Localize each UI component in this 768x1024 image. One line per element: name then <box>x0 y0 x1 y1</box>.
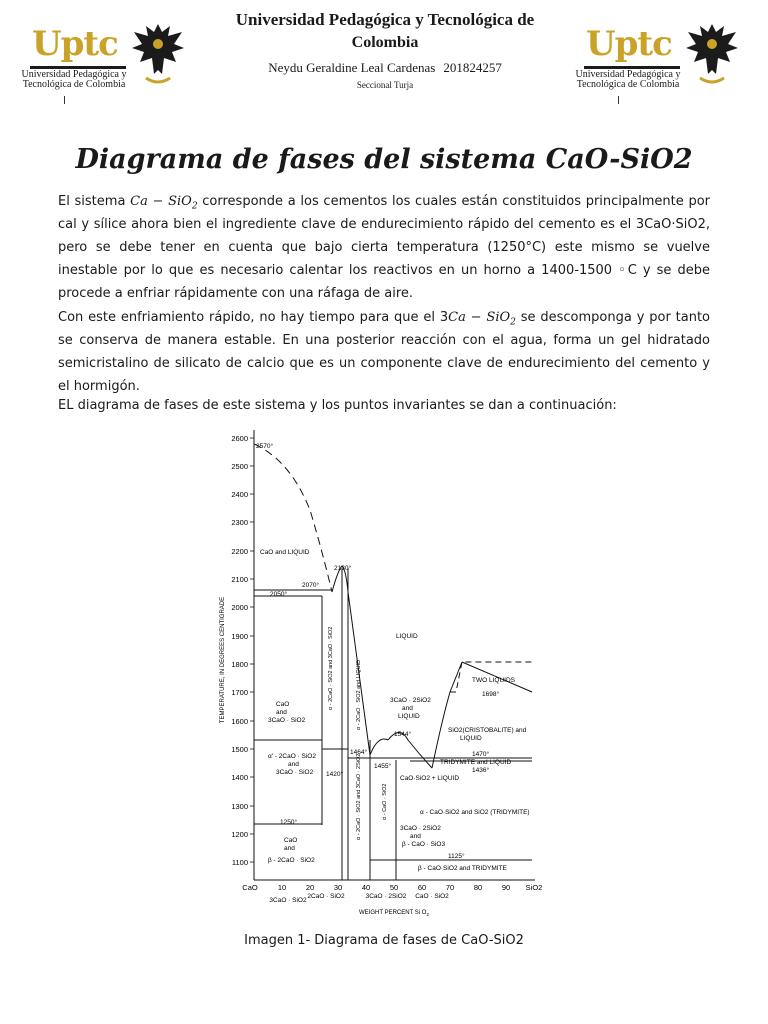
svg-text:1464°: 1464° <box>350 749 368 756</box>
svg-text:3CaO · 2SiO2: 3CaO · 2SiO2 <box>400 825 441 832</box>
svg-text:CaO · SiO2: CaO · SiO2 <box>415 893 449 900</box>
svg-text:30: 30 <box>333 883 343 892</box>
svg-text:60: 60 <box>417 883 427 892</box>
svg-text:20: 20 <box>305 883 315 892</box>
svg-text:2130°: 2130° <box>334 565 352 572</box>
document-title: Diagrama de fases del sistema CaO-SiO2 <box>75 144 693 175</box>
svg-text:1600: 1600 <box>231 717 248 726</box>
svg-text:and: and <box>402 705 413 712</box>
svg-text:and: and <box>410 833 421 840</box>
svg-text:3CaO · 2SiO2: 3CaO · 2SiO2 <box>390 697 431 704</box>
svg-text:CaO: CaO <box>242 883 258 892</box>
svg-text:2000: 2000 <box>231 603 248 612</box>
svg-text:CaO: CaO <box>284 837 298 844</box>
svg-text:1470°: 1470° <box>472 751 490 758</box>
y-axis-label: TEMPERATURE, IN DEGREES CENTIGRADE <box>220 596 226 724</box>
uptc-logo-left <box>18 18 188 98</box>
svg-text:2500: 2500 <box>231 462 248 471</box>
svg-text:1544°: 1544° <box>394 731 412 738</box>
svg-text:1125°: 1125° <box>448 853 465 860</box>
page-header <box>0 0 768 110</box>
svg-text:and: and <box>276 709 287 716</box>
svg-text:α - 2CaO · SiO2 and 3CaO · SiO: α - 2CaO · SiO2 and 3CaO · SiO2 <box>328 626 334 710</box>
svg-text:1800: 1800 <box>231 660 248 669</box>
svg-text:1200: 1200 <box>231 830 248 839</box>
svg-text:2070°: 2070° <box>302 582 320 589</box>
svg-text:LIQUID: LIQUID <box>396 633 418 640</box>
svg-text:3CaO · SiO2: 3CaO · SiO2 <box>269 897 307 904</box>
svg-text:1455°: 1455° <box>374 763 392 770</box>
svg-text:3CaO · SiO2: 3CaO · SiO2 <box>268 717 306 724</box>
svg-text:SiO2: SiO2 <box>525 883 543 892</box>
x-axis-label: WEIGHT PERCENT Si $O_2$ <box>359 910 429 917</box>
svg-text:2570°: 2570° <box>256 443 274 450</box>
svg-text:1300: 1300 <box>231 802 248 811</box>
svg-text:2600: 2600 <box>231 434 248 443</box>
branch: Seccional Turja <box>356 80 414 90</box>
svg-text:2300: 2300 <box>231 518 248 527</box>
svg-text:1698°: 1698° <box>482 691 500 698</box>
svg-text:and: and <box>288 761 299 768</box>
uptc-logo-right: Uptc Universidad Pedagógica y Tecnológica de Colombia <box>572 18 742 98</box>
svg-text:3CaO · 2SiO2: 3CaO · 2SiO2 <box>365 893 407 900</box>
svg-text:40: 40 <box>361 883 371 892</box>
svg-text:TRIDYMITE and LIQUID: TRIDYMITE and LIQUID <box>440 759 512 766</box>
svg-text:2100: 2100 <box>231 575 248 584</box>
svg-text:50: 50 <box>389 883 399 892</box>
logo-caption: Universidad Pedagógica y Tecnológica de Colombia <box>21 69 127 90</box>
svg-text:CaO and LIQUID: CaO and LIQUID <box>260 549 310 556</box>
svg-text:CaO: CaO <box>276 701 290 708</box>
svg-text:1436°: 1436° <box>472 767 490 774</box>
svg-text:2050°: 2050° <box>270 591 288 598</box>
svg-text:1400: 1400 <box>231 773 248 782</box>
svg-text:80: 80 <box>473 883 483 892</box>
logo-word: Uptc <box>32 24 118 64</box>
svg-text:1250°: 1250° <box>280 819 298 826</box>
svg-text:α - CaO · SiO2: α - CaO · SiO2 <box>382 783 388 820</box>
university-name-line1: Universidad Pedagógica y Tecnológica de <box>235 10 535 29</box>
svg-text:1700: 1700 <box>231 688 248 697</box>
svg-text:70: 70 <box>445 883 455 892</box>
svg-text:α - 2CaO · SiO2 and LIQUID: α - 2CaO · SiO2 and LIQUID <box>356 659 362 730</box>
svg-text:2400: 2400 <box>231 490 248 499</box>
paragraph-2: Con este enfriamiento rápido, no hay tiempo para que el 3Ca − SiO$_2$ se descomponga y por tanto se conserva de manera estable. En una posterior reacción con el agua, forma un gel hidratado semicristalino de silicato de calcio que es un componente clave de endurecimiento del cemento y el hormigón. <box>58 310 711 394</box>
svg-text:2CaO · SiO2: 2CaO · SiO2 <box>307 893 345 900</box>
svg-text:TWO LIQUIDS: TWO LIQUIDS <box>472 677 515 684</box>
svg-text:3CaO · SiO2: 3CaO · SiO2 <box>276 769 314 776</box>
svg-text:β - CaO · SiO3: β - CaO · SiO3 <box>402 841 446 848</box>
author-line <box>200 60 570 76</box>
paragraph-1: El sistema Ca − SiO$_2$ corresponde a los cementos los cuales están constituidos principalmente por cal y sílice ahora bien el ingrediente clave de endurecimiento rápido del cemento es el 3CaO·SiO2, pero se debe tener en cuenta que bajo cierta temperatura (1250°C) este mismo se vuelve inestable por lo que es necesario calentar los reactivos en un horno a 1400-1500 ◦C y se debe procede a enfriar rápidamente con una ráfaga de aire. <box>58 194 710 301</box>
svg-text:10: 10 <box>277 883 287 892</box>
author-name: Neydu Geraldine Leal Cardenas <box>268 60 436 75</box>
university-name-line2: Colombia <box>351 34 419 51</box>
eagle-emblem-icon <box>130 18 186 94</box>
svg-text:1500: 1500 <box>231 745 248 754</box>
svg-text:α - 2CaO · SiO2 and 3CaO · 2Si: α - 2CaO · SiO2 and 3CaO · 2SiO2 <box>356 753 362 840</box>
phase-diagram-figure <box>210 420 550 922</box>
svg-text:β - CaO·SiO2 and TRIDYMITE: β - CaO·SiO2 and TRIDYMITE <box>418 865 507 872</box>
phase-diagram <box>210 420 550 922</box>
figure-caption: Imagen 1- Diagrama de fases de CaO-SiO2 <box>244 933 524 948</box>
vertical-phase-labels <box>328 627 388 840</box>
svg-text:LIQUID: LIQUID <box>460 735 482 742</box>
student-id: 201824257 <box>443 60 502 75</box>
eagle-emblem-icon <box>684 18 740 94</box>
phase-region-labels <box>256 442 530 872</box>
svg-text:1420°: 1420° <box>326 771 344 778</box>
y-tick-labels <box>231 434 248 867</box>
svg-text:1900: 1900 <box>231 632 248 641</box>
paragraph-3: EL diagrama de fases de este sistema y los puntos invariantes se dan a continuación: <box>58 398 617 413</box>
svg-text:α - CaO·SiO2 and SiO2 (TRIDYM: α - CaO·SiO2 and SiO2 (TRIDYMITE) <box>420 809 530 816</box>
svg-text:SiO2(CRISTOBALITE) and: SiO2(CRISTOBALITE) and <box>448 727 527 734</box>
svg-text:β - 2CaO · SiO2: β - 2CaO · SiO2 <box>268 857 315 864</box>
svg-text:1100: 1100 <box>231 858 248 867</box>
svg-text:α' - 2CaO · SiO2: α' - 2CaO · SiO2 <box>268 753 316 760</box>
svg-text:CaO·SiO2 + LIQUID: CaO·SiO2 + LIQUID <box>400 775 460 782</box>
svg-text:and: and <box>284 845 295 852</box>
svg-text:90: 90 <box>501 883 511 892</box>
compound-labels <box>269 893 449 904</box>
x-tick-labels <box>242 883 542 892</box>
svg-text:LIQUID: LIQUID <box>398 713 420 720</box>
svg-text:2200: 2200 <box>231 547 248 556</box>
